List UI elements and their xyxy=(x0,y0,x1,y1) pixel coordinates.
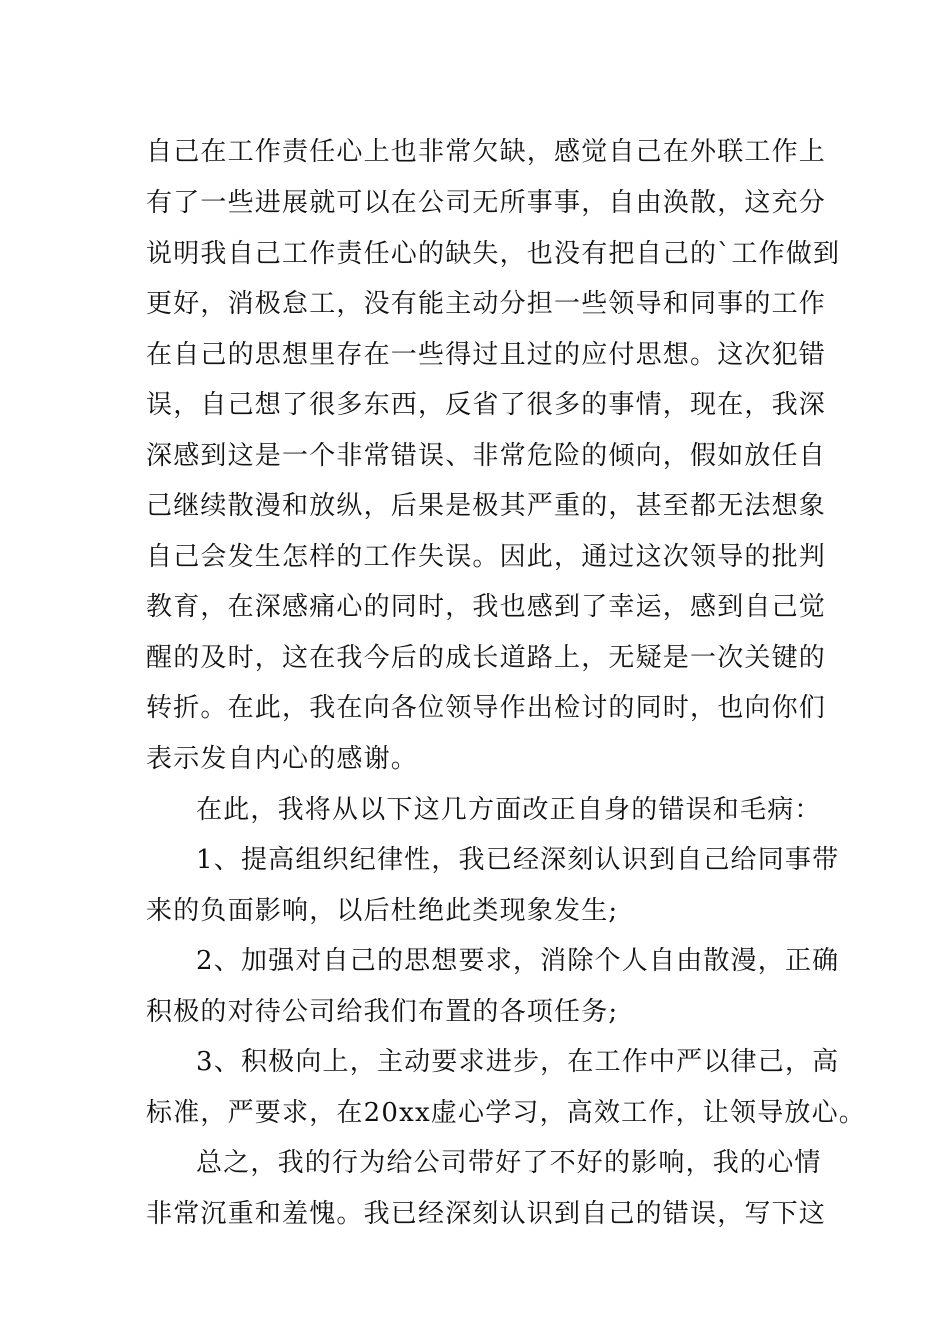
text-line: 说明我自己工作责任心的缺失，也没有把自己的`工作做到 xyxy=(146,239,841,269)
list-item-first-line: 1、提高组织纪律性，我已经深刻认识到自己给同事带 xyxy=(196,845,840,875)
list-item-first-line: 3、积极向上，主动要求进步，在工作中严以律己，高 xyxy=(196,1047,840,1077)
text-line: 醒的及时，这在我今后的成长道路上，无疑是一次关键的 xyxy=(146,643,827,673)
text-line: 己继续散漫和放纵，后果是极其严重的，甚至都无法想象 xyxy=(146,491,827,521)
text-line: 表示发自内心的感谢。 xyxy=(146,744,419,774)
text-line: 标准，严要求，在20xx虚心学习，高效工作，让领导放心。 xyxy=(146,1098,867,1128)
text-line: 自己在工作责任心上也非常欠缺，感觉自己在外联工作上 xyxy=(146,137,827,167)
text-line: 误，自己想了很多东西，反省了很多的事情，现在，我深 xyxy=(146,390,827,420)
paragraph-first-line: 总之，我的行为给公司带好了不好的影响，我的心情 xyxy=(196,1148,822,1178)
text-line: 深感到这是一个非常错误、非常危险的倾向，假如放任自 xyxy=(146,441,827,471)
text-line: 有了一些进展就可以在公司无所事事，自由涣散，这充分 xyxy=(146,188,827,218)
text-line: 来的负面影响，以后杜绝此类现象发生; xyxy=(146,896,619,926)
text-line: 自己会发生怎样的工作失误。因此，通过这次领导的批判 xyxy=(146,542,827,572)
text-line: 在自己的思想里存在一些得过且过的应付思想。这次犯错 xyxy=(146,340,827,370)
text-line: 积极的对待公司给我们布置的各项任务; xyxy=(146,997,619,1027)
list-item-first-line: 2、加强对自己的思想要求，消除个人自由散漫，正确 xyxy=(196,946,840,976)
text-line: 教育，在深感痛心的同时，我也感到了幸运，感到自己觉 xyxy=(146,592,827,622)
text-line: 更好，消极怠工，没有能主动分担一些领导和同事的工作 xyxy=(146,289,827,319)
text-line: 转折。在此，我在向各位领导作出检讨的同时，也向你们 xyxy=(146,693,827,723)
text-line: 非常沉重和羞愧。我已经深刻认识到自己的错误，写下这 xyxy=(146,1199,827,1229)
paragraph-first-line: 在此，我将从以下这几方面改正自身的错误和毛病： xyxy=(196,795,822,825)
